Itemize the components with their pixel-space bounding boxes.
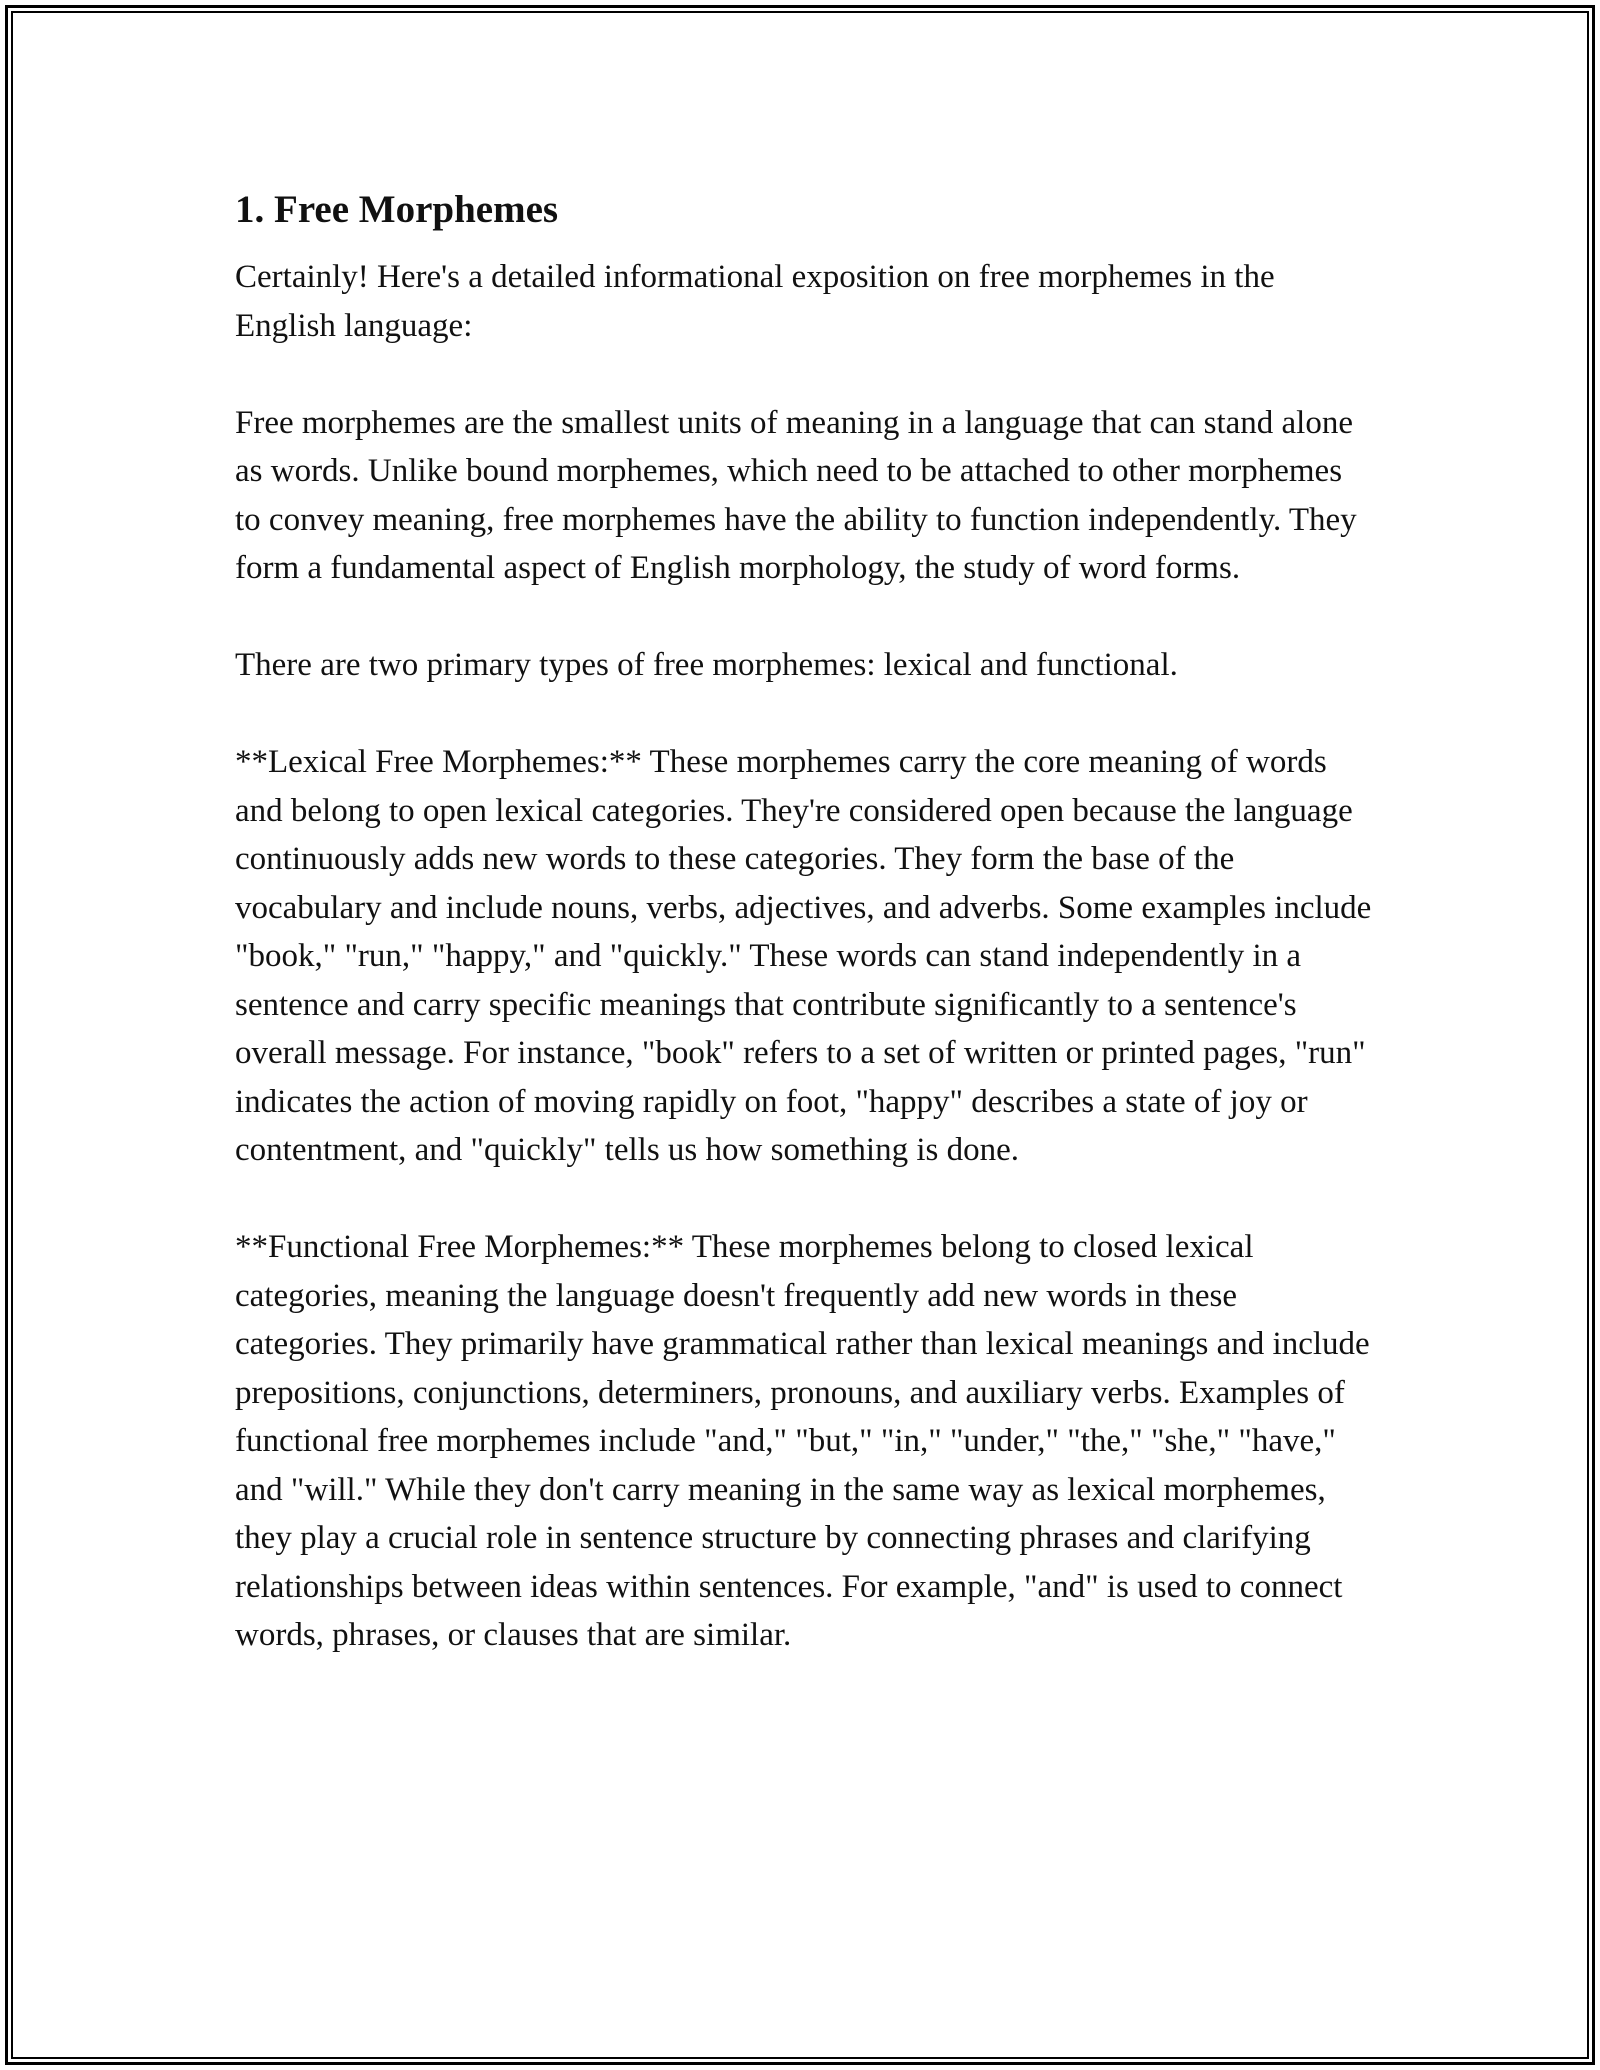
intro-paragraph: Certainly! Here's a detailed informational exposition on free morphemes in the English language: xyxy=(235,259,1275,344)
definition-paragraph: Free morphemes are the smallest units of meaning in a language that can stand alone as words. Unlike bound morphemes, which need to be attached to other morphemes to convey meaning, free morphemes have the ability to function independently. They form a fundamental aspect of English morphology, the study of word forms. xyxy=(235,404,1357,586)
lexical-morphemes-paragraph: **Lexical Free Morphemes:** These morphemes carry the core meaning of words and belong to open lexical categories. They're considered open because the language continuously adds new words to these categories. They form the base of the vocabulary and include nouns, verbs, adjectives, and adverbs. Some examples include "book," "run," "happy," and "quickly." These words can stand independently in a sentence and carry specific meanings that contribute significantly to a sentence's overall message. For instance, "book" refers to a set of written or printed pages, "run" indicates the action of moving rapidly on foot, "happy" describes a state of joy or contentment, and "quickly" tells us how something is done. xyxy=(235,744,1372,1168)
document-body xyxy=(235,185,1375,1708)
section-heading: 1. Free Morphemes xyxy=(235,188,559,231)
functional-morphemes-paragraph: **Functional Free Morphemes:** These morphemes belong to closed lexical categories, meaning the language doesn't frequently add new words in these categories. They primarily have grammatical rather than lexical meanings and include prepositions, conjunctions, determiners, pronouns, and auxiliary verbs. Examples of functional free morphemes include "and," "but," "in," "under," "the," "she," "have," and "will." While they don't carry meaning in the same way as lexical morphemes, they play a crucial role in sentence structure by connecting phrases and clarifying relationships between ideas within sentences. For example, "and" is used to connect words, phrases, or clauses that are similar. xyxy=(235,1229,1370,1653)
types-paragraph: There are two primary types of free morphemes: lexical and functional. xyxy=(235,647,1178,683)
